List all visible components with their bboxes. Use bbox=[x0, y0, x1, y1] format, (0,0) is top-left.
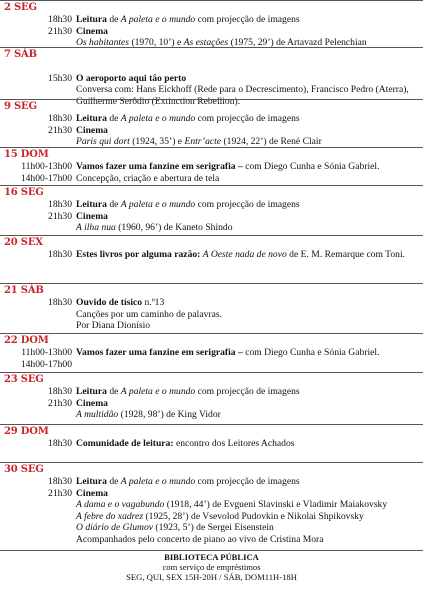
event-description bbox=[76, 161, 420, 184]
event-description bbox=[76, 347, 420, 359]
event-text: Leitura bbox=[76, 113, 107, 124]
event-line bbox=[76, 488, 420, 500]
event-text: (1928, 98’) de King Vidor bbox=[118, 409, 221, 420]
event-text: Cinema bbox=[76, 487, 108, 499]
event-description bbox=[76, 386, 420, 421]
event-text: Vamos fazer uma fanzine em serigrafia – bbox=[76, 161, 243, 172]
event-text: Entr’acte bbox=[184, 136, 222, 147]
event-text: de bbox=[106, 113, 121, 124]
time-slot: 21h30 bbox=[48, 487, 72, 499]
time-slot: 18h30 bbox=[48, 297, 72, 308]
event-line bbox=[76, 26, 420, 38]
event-description bbox=[76, 61, 420, 107]
event-description bbox=[76, 14, 420, 49]
day-label: 20 SEX bbox=[4, 237, 43, 248]
event-text: com projecção de imagens bbox=[195, 476, 300, 487]
footer-subtitle: com serviço de empréstimos bbox=[162, 562, 261, 572]
schedule-entry bbox=[0, 0, 423, 48]
event-text: (1924, 35’) e bbox=[129, 136, 185, 147]
time-slot: 18h30 bbox=[48, 14, 72, 25]
event-line bbox=[76, 386, 420, 398]
event-text: com Diego Cunha e Sónia Gabriel. bbox=[242, 161, 380, 172]
schedule-entry bbox=[0, 424, 423, 449]
event-description bbox=[76, 297, 420, 332]
time-column bbox=[0, 297, 72, 309]
time-column bbox=[0, 199, 72, 222]
time-slot: 15h30 bbox=[48, 72, 72, 84]
time-slot: 18h30 bbox=[48, 199, 72, 210]
time-column bbox=[0, 113, 72, 136]
event-line bbox=[76, 113, 420, 125]
event-text: A paleta e o mundo bbox=[120, 199, 196, 210]
event-text: com projecção de imagens bbox=[195, 199, 300, 210]
event-line bbox=[76, 320, 420, 332]
day-label: 7 SÁB bbox=[4, 49, 37, 60]
event-line bbox=[76, 438, 420, 450]
event-text: Concepção, criação e abertura de tela bbox=[76, 172, 220, 184]
day-label: 15 DOM bbox=[4, 149, 49, 160]
event-line bbox=[76, 136, 420, 148]
event-line bbox=[76, 73, 420, 85]
event-text: A paleta e o mundo bbox=[120, 386, 196, 397]
time-column bbox=[0, 61, 72, 84]
day-label: 21 SÁB bbox=[4, 285, 44, 296]
event-line bbox=[76, 249, 420, 261]
event-text: As estações bbox=[183, 37, 229, 48]
event-text: A paleta e o mundo bbox=[120, 113, 196, 124]
event-line bbox=[76, 125, 420, 137]
event-description bbox=[76, 113, 420, 148]
event-text: Cinema bbox=[76, 210, 108, 222]
event-text: Vamos fazer uma fanzine em serigrafia – bbox=[76, 347, 243, 358]
event-text: com projecção de imagens bbox=[195, 386, 300, 397]
time-slot: 18h30 bbox=[48, 438, 72, 449]
event-text: Paris qui dort bbox=[76, 136, 130, 147]
event-line bbox=[76, 398, 420, 410]
time-slot: 18h30 bbox=[48, 476, 72, 487]
schedule-entry bbox=[0, 235, 423, 260]
time-column bbox=[0, 386, 72, 409]
event-line bbox=[76, 173, 420, 185]
schedule-entry bbox=[0, 99, 423, 147]
time-slot: 21h30 bbox=[48, 25, 72, 37]
footer-title: BIBLIOTECA PÚBLICA bbox=[164, 552, 259, 562]
divider bbox=[0, 550, 423, 551]
event-text: Os habitantes bbox=[76, 37, 130, 48]
event-line bbox=[76, 199, 420, 211]
day-label: 22 DOM bbox=[4, 335, 49, 346]
event-line bbox=[76, 84, 420, 107]
event-description bbox=[76, 438, 420, 450]
day-label: 29 DOM bbox=[4, 426, 49, 437]
event-text: de E. M. Remarque com Toni. bbox=[286, 249, 406, 260]
event-text: Por Diana Dionísio bbox=[76, 320, 151, 331]
event-text: O diário de Glumov bbox=[76, 522, 154, 533]
schedule-entry bbox=[0, 185, 423, 233]
time-slot: 11h00-13h00 bbox=[21, 161, 72, 172]
event-text: A dama e o vagabundo bbox=[76, 499, 165, 510]
day-label: 16 SEG bbox=[4, 187, 44, 198]
time-column bbox=[0, 249, 72, 261]
event-text: n.º13 bbox=[142, 297, 165, 308]
time-column bbox=[0, 161, 72, 184]
event-text: (1975, 29’) de Artavazd Pelenchian bbox=[228, 37, 367, 48]
event-text: encontro dos Leitores Achados bbox=[173, 438, 295, 449]
event-text: de bbox=[106, 476, 121, 487]
event-text: A multidão bbox=[76, 409, 119, 420]
schedule-entry bbox=[0, 283, 423, 331]
library-footer bbox=[0, 552, 423, 582]
event-line bbox=[76, 222, 420, 234]
time-column bbox=[0, 14, 72, 37]
event-text: A Oeste nada de novo bbox=[202, 249, 287, 260]
event-text: Leitura bbox=[76, 14, 107, 25]
time-slot: 14h00-17h00 bbox=[20, 358, 72, 370]
event-text: Leitura bbox=[76, 476, 107, 487]
time-column bbox=[0, 347, 72, 370]
time-slot: 18h30 bbox=[48, 113, 72, 124]
event-description bbox=[76, 476, 420, 545]
event-text: Cinema bbox=[76, 397, 108, 409]
time-slot: 14h00-17h00 bbox=[20, 172, 72, 184]
event-text: de bbox=[106, 14, 121, 25]
event-text: A febre do xadrez bbox=[76, 510, 144, 522]
day-label: 30 SEG bbox=[4, 464, 44, 475]
event-line bbox=[76, 14, 420, 26]
time-column bbox=[0, 438, 72, 450]
day-label: 9 SEG bbox=[4, 101, 37, 112]
event-text: (1925, 28’) de Vsevolod Pudovkin e Nikolai Shpikovsky bbox=[143, 510, 364, 522]
event-line bbox=[76, 309, 420, 321]
event-text: Comunidade de leitura: bbox=[76, 438, 174, 449]
event-text: (1923, 5’) de Sergei Eisenstein bbox=[153, 522, 274, 533]
schedule-entry bbox=[0, 333, 423, 370]
event-text: com projecção de imagens bbox=[195, 113, 300, 124]
event-line bbox=[76, 297, 420, 309]
event-text: Cinema bbox=[76, 124, 108, 136]
time-column bbox=[0, 476, 72, 499]
event-description bbox=[76, 249, 420, 261]
event-description bbox=[76, 199, 420, 234]
event-line bbox=[76, 534, 420, 546]
day-label: 2 SEG bbox=[4, 2, 37, 13]
schedule-entry bbox=[0, 147, 423, 184]
time-slot: 18h30 bbox=[48, 249, 72, 260]
schedule-entry bbox=[0, 462, 423, 545]
time-slot bbox=[0, 61, 72, 73]
event-line bbox=[76, 211, 420, 223]
time-slot: 11h00-13h00 bbox=[21, 347, 72, 358]
time-slot: 21h30 bbox=[48, 210, 72, 222]
event-line bbox=[76, 499, 420, 511]
event-text: Conversa com: Hans Eickhoff (Rede para o Decrescimento), Francisco Pedro (Aterra), Guilherme Serôdio (Extinction Rebellion). bbox=[76, 84, 409, 107]
event-text: (1960, 96’) de Kaneto Shindo bbox=[115, 222, 233, 233]
event-text: (1924, 22’) de René Clair bbox=[221, 136, 322, 147]
event-line bbox=[76, 476, 420, 488]
event-text: A ilha nua bbox=[76, 222, 116, 233]
time-slot: 18h30 bbox=[48, 386, 72, 397]
event-text: A paleta e o mundo bbox=[120, 14, 196, 25]
event-text: Acompanhados pelo concerto de piano ao vivo de Cristina Mora bbox=[76, 533, 324, 545]
event-text: com Diego Cunha e Sónia Gabriel. bbox=[242, 347, 380, 358]
event-text: Canções por um caminho de palavras. bbox=[76, 308, 222, 320]
event-line bbox=[76, 161, 420, 173]
event-text: de bbox=[106, 386, 121, 397]
event-line bbox=[76, 511, 420, 523]
event-text: Estes livros por alguma razão: bbox=[76, 249, 201, 260]
event-text: O aeroporto aqui tão perto bbox=[76, 72, 187, 84]
event-text: A paleta e o mundo bbox=[120, 476, 196, 487]
time-slot: 21h30 bbox=[48, 124, 72, 136]
day-label: 23 SEG bbox=[4, 374, 44, 385]
event-line bbox=[76, 409, 420, 421]
event-text: com projecção de imagens bbox=[195, 14, 300, 25]
event-line bbox=[76, 522, 420, 534]
schedule-entry bbox=[0, 372, 423, 420]
event-line bbox=[76, 61, 420, 73]
event-text: (1918, 44’) de Evgueni Slavinski e Vladimir Maiakovsky bbox=[164, 499, 388, 510]
event-text: Ouvido de tísico bbox=[76, 297, 143, 308]
time-slot: 21h30 bbox=[48, 397, 72, 409]
event-text: Leitura bbox=[76, 386, 107, 397]
event-text: de bbox=[106, 199, 121, 210]
event-line bbox=[76, 347, 420, 359]
event-text: Cinema bbox=[76, 25, 108, 37]
event-text: (1970, 10’) e bbox=[129, 37, 184, 48]
event-text: Leitura bbox=[76, 199, 107, 210]
footer-hours: SEG, QUI, SEX 15H-20H / SÁB, DOM11H-18H bbox=[126, 572, 297, 582]
